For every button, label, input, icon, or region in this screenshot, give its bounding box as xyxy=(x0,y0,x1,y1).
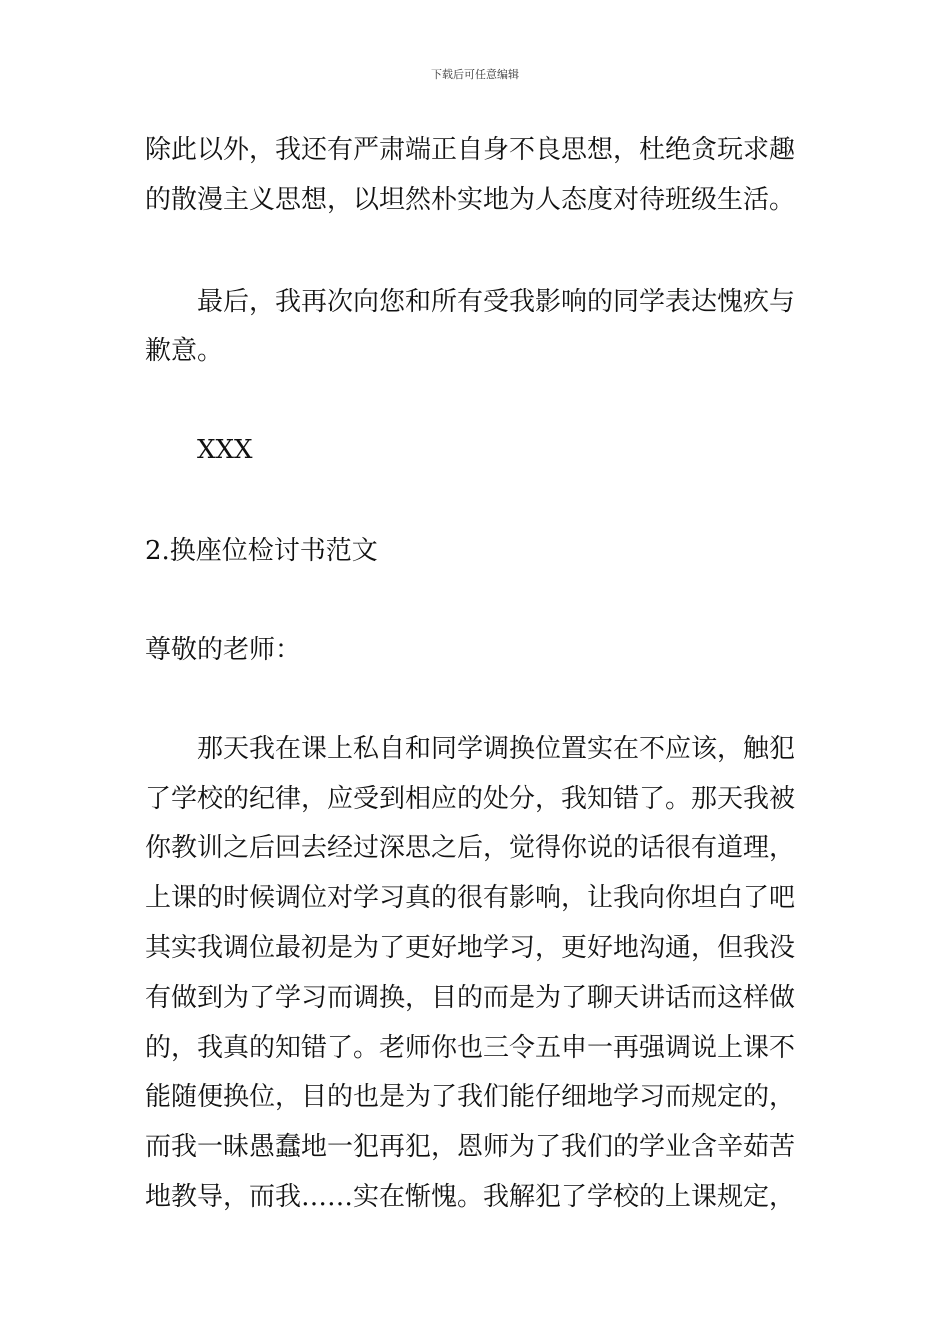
paragraph-line: 其实我调位最初是为了更好地学习，更好地沟通，但我没 xyxy=(145,933,796,963)
paragraph-line: 那天我在课上私自和同学调换位置实在不应该，触犯 xyxy=(197,734,796,764)
paragraph-line: 除此以外，我还有严肃端正自身不良思想，杜绝贪玩求趣 xyxy=(145,135,796,165)
paragraph-line: 而我一昧愚蠢地一犯再犯，恩师为了我们的学业含辛茹苦 xyxy=(145,1132,796,1162)
paragraph-line: 地教导，而我……实在惭愧。我解犯了学校的上课规定， xyxy=(145,1182,796,1212)
salutation: 尊敬的老师： xyxy=(145,635,302,665)
header-note: 下载后可任意编辑 xyxy=(431,68,519,81)
paragraph-line: 你教训之后回去经过深思之后，觉得你说的话很有道理， xyxy=(145,833,796,863)
paragraph-line: 能随便换位，目的也是为了我们能仔细地学习而规定的， xyxy=(145,1082,796,1112)
paragraph-line: 有做到为了学习而调换，目的而是为了聊天讲话而这样做 xyxy=(145,983,796,1013)
paragraph-line: 歉意。 xyxy=(145,336,224,366)
signature: XXX xyxy=(197,435,253,465)
section-title: 2.换座位检讨书范文 xyxy=(145,536,378,566)
paragraph-line: 上课的时候调位对学习真的很有影响，让我向你坦白了吧 xyxy=(145,883,796,913)
paragraph-line: 的散漫主义思想，以坦然朴实地为人态度对待班级生活。 xyxy=(145,185,796,215)
paragraph-line: 的，我真的知错了。老师你也三令五申一再强调说上课不 xyxy=(145,1033,796,1063)
paragraph-line: 最后，我再次向您和所有受我影响的同学表达愧疚与 xyxy=(197,287,796,317)
paragraph-line: 了学校的纪律，应受到相应的处分，我知错了。那天我被 xyxy=(145,784,796,814)
